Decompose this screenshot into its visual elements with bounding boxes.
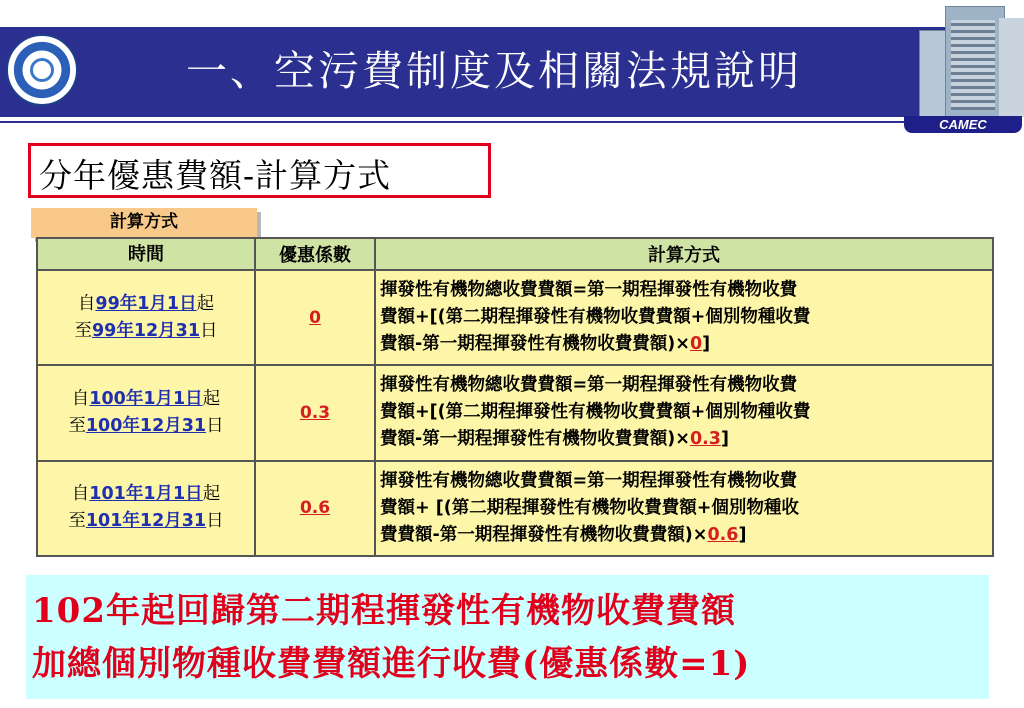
to-prefix: 至 [68, 415, 86, 436]
discount-calc-table [36, 237, 994, 557]
seal-center [30, 58, 54, 82]
coefficient-value: 0.6 [299, 498, 331, 519]
table-header-row [37, 238, 993, 270]
method-line3: 費費額-第一期程揮發性有機物收費費額)× [380, 524, 708, 545]
from-date-link[interactable]: 100年1月1日 [89, 388, 203, 409]
note-line2: 加總個別物種收費費額進行收費(優惠係數=1) [32, 644, 751, 684]
method-cell [375, 461, 993, 556]
coefficient-value: 0.3 [299, 402, 331, 423]
period-cell [37, 270, 255, 365]
from-date-link[interactable]: 101年1月1日 [89, 484, 203, 505]
period-cell [37, 461, 255, 556]
highlight-note-box [26, 575, 989, 699]
method-line2: 費額+[(第二期程揮發性有機物收費費額+個別物種收費 [380, 307, 811, 328]
from-prefix: 自 [77, 293, 96, 314]
building-windows [951, 20, 995, 110]
agency-seal-logo-icon [6, 34, 78, 106]
header-method: 計算方式 [375, 238, 993, 270]
coefficient-cell [255, 365, 375, 460]
to-prefix: 至 [68, 511, 86, 532]
from-prefix: 自 [71, 388, 90, 409]
highlight-note [32, 585, 982, 691]
method-line3: 費額-第一期程揮發性有機物收費費額)× [380, 334, 690, 355]
slide-title: 一、空污費制度及相關法規說明 [186, 47, 802, 95]
header-divider [0, 121, 906, 123]
method-line2: 費額+ [(第二期程揮發性有機物收費費額+個別物種收 [380, 497, 799, 518]
period-cell [37, 365, 255, 460]
method-end: ] [738, 524, 747, 545]
header-coefficient: 優惠係數 [255, 238, 375, 270]
section-subtitle: 分年優惠費額-計算方式 [39, 156, 392, 195]
method-coefficient: 0 [689, 334, 703, 355]
method-coefficient: 0.6 [707, 524, 739, 545]
method-line1: 揮發性有機物總收費費額=第一期程揮發性有機物收費 [380, 280, 798, 301]
method-coefficient: 0.3 [689, 429, 721, 450]
calc-method-tab: 計算方式 [31, 208, 257, 238]
to-suffix: 日 [206, 415, 224, 436]
from-suffix: 起 [196, 293, 215, 314]
to-suffix: 日 [206, 511, 224, 532]
method-line1: 揮發性有機物總收費費額=第一期程揮發性有機物收費 [380, 375, 798, 396]
from-prefix: 自 [71, 484, 90, 505]
note-line1: 102年起回歸第二期程揮發性有機物收費費額 [32, 591, 736, 631]
method-cell [375, 270, 993, 365]
to-suffix: 日 [200, 320, 218, 341]
building-wing-right [999, 18, 1024, 117]
to-date-link[interactable]: 100年12月31 [85, 415, 207, 436]
to-date-link[interactable]: 101年12月31 [85, 511, 207, 532]
to-date-link[interactable]: 99年12月31 [91, 320, 201, 341]
method-cell [375, 365, 993, 460]
table-row [37, 461, 993, 556]
method-line2: 費額+[(第二期程揮發性有機物收費費額+個別物種收費 [380, 402, 811, 423]
office-building-image [905, 0, 1024, 117]
camec-badge: CAMEC [904, 116, 1022, 133]
from-suffix: 起 [202, 388, 221, 409]
from-date-link[interactable]: 99年1月1日 [95, 293, 197, 314]
method-end: ] [720, 429, 729, 450]
method-line3: 費額-第一期程揮發性有機物收費費額)× [380, 429, 690, 450]
coefficient-cell [255, 461, 375, 556]
section-subtitle-box [28, 143, 491, 198]
method-line1: 揮發性有機物總收費費額=第一期程揮發性有機物收費 [380, 470, 798, 491]
to-prefix: 至 [74, 320, 92, 341]
table-row [37, 365, 993, 460]
coefficient-cell [255, 270, 375, 365]
method-end: ] [702, 334, 711, 355]
coefficient-value: 0 [309, 307, 321, 328]
table-row [37, 270, 993, 365]
from-suffix: 起 [202, 484, 221, 505]
header-time: 時間 [37, 238, 255, 270]
